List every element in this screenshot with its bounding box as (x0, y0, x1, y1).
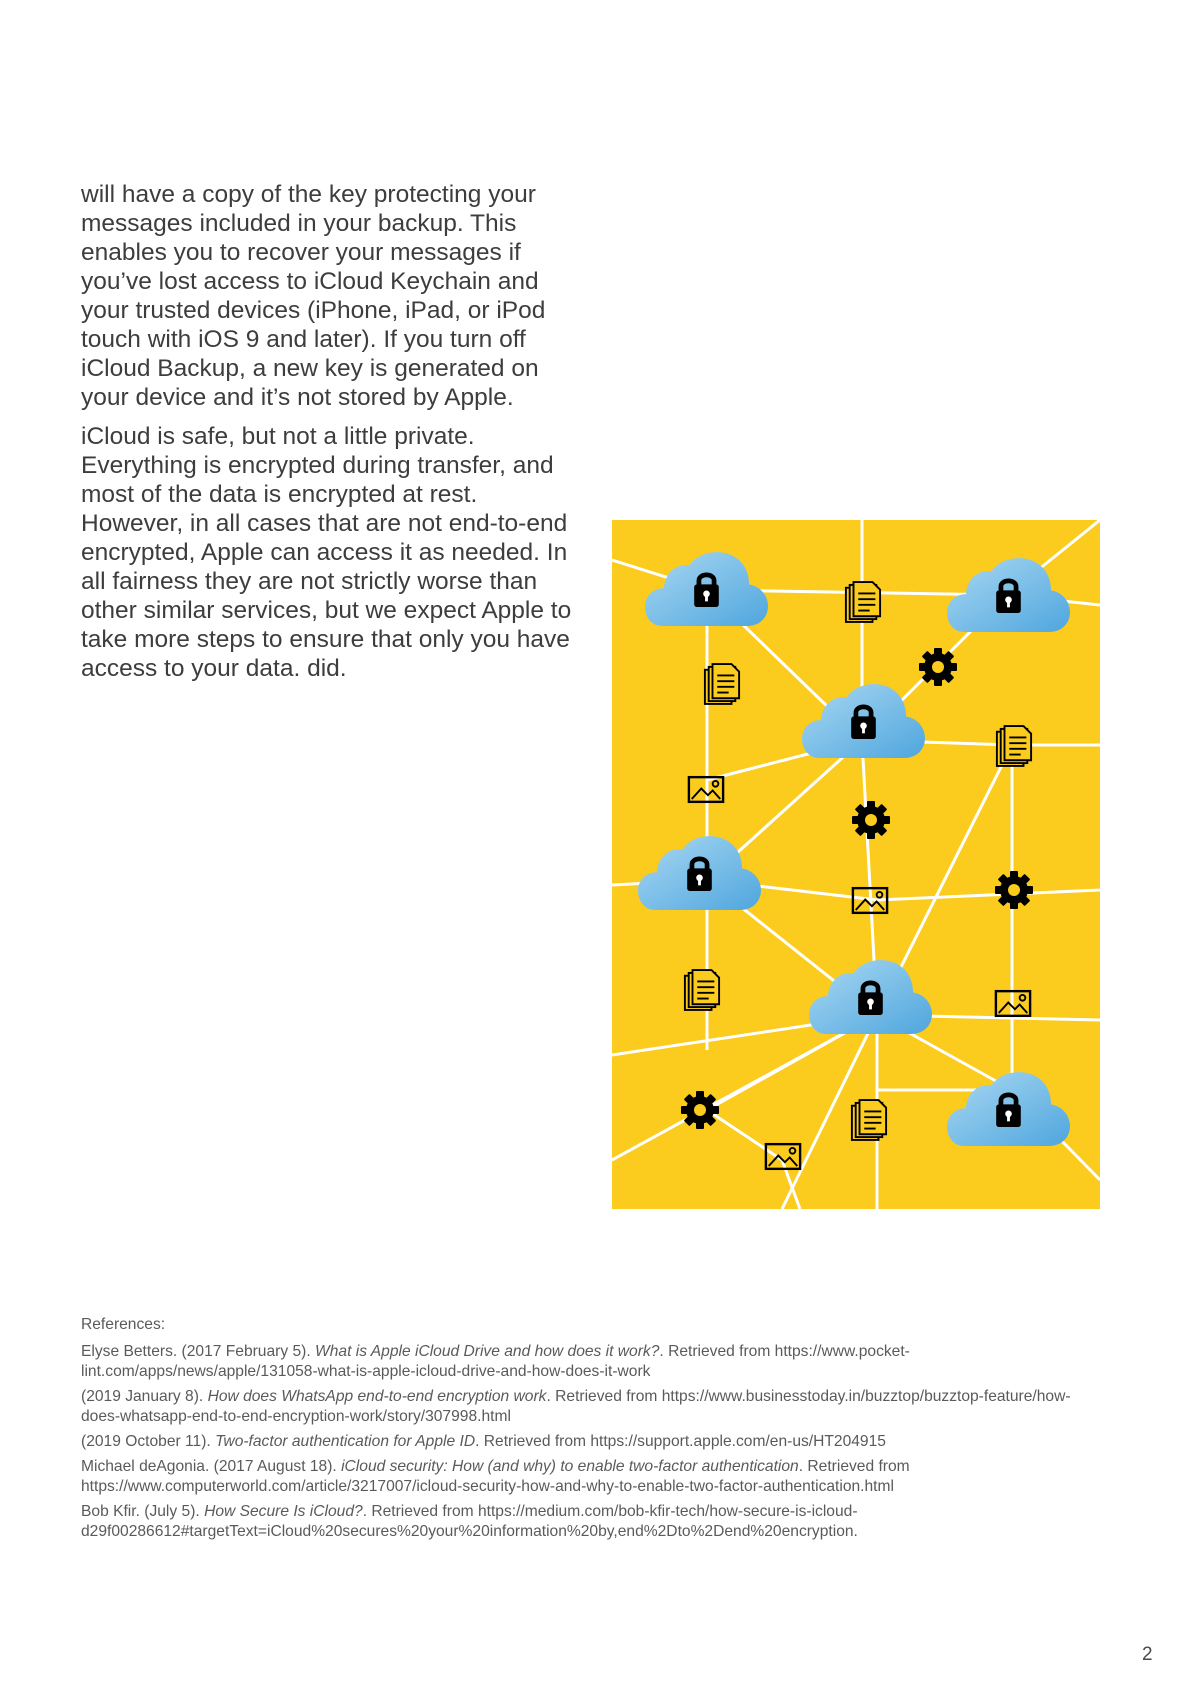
reference-source: . Retrieved from https://medium.com/bob-kfir-tech/how-secure-is-icloud-d29f00286612#targetText=iCloud%20secures%20your%20information%20by,end%2Dto%2Dend%20encryption. (81, 1503, 858, 1540)
gear-icon (995, 871, 1033, 909)
document-stack-icon (685, 970, 719, 1010)
reference-author: Michael deAgonia. (2017 August 18). (81, 1458, 342, 1475)
reference-item (81, 1432, 1101, 1452)
references (81, 1315, 1101, 1547)
reference-title: Two-factor authentication for Apple ID (215, 1433, 476, 1450)
reference-source: . Retrieved from https://www.businesstoday.in/buzztop/buzztop-feature/how-does-whatsapp-end-to-end-encryption-work/story/307998.html (81, 1388, 1071, 1425)
document-stack-icon (852, 1100, 886, 1140)
body-text (81, 180, 581, 693)
reference-author: Bob Kfir. (July 5). (81, 1503, 205, 1520)
paragraph: will have a copy of the key protecting your messages included in your backup. This enables you to recover your messages if you’ve lost access to iCloud Keychain and your trusted devices (iPhone, iPad, or iPod touch with iOS 9 and later). If you turn off iCloud Backup, a new key is generated on your device and it’s not stored by Apple. (81, 181, 546, 411)
reference-source: . Retrieved from https://support.apple.com/en-us/HT204915 (475, 1433, 886, 1450)
reference-author: (2019 January 8). (81, 1388, 208, 1405)
reference-title: How Secure Is iCloud? (204, 1503, 363, 1520)
reference-item (81, 1457, 1101, 1497)
reference-item (81, 1387, 1101, 1427)
reference-source: . Retrieved from https://www.computerworld.com/article/3217007/icloud-security-how-and-why-to-enable-two-factor-authentication.html (81, 1458, 910, 1495)
reference-item (81, 1502, 1101, 1542)
document-stack-icon (846, 582, 880, 622)
reference-author: (2019 October 11). (81, 1433, 216, 1450)
gear-icon (681, 1091, 719, 1129)
reference-title: How does WhatsApp end-to-end encryption work (207, 1388, 547, 1405)
reference-author: Elyse Betters. (2017 February 5). (81, 1343, 316, 1360)
document-stack-icon (997, 726, 1031, 766)
reference-title: iCloud security: How (and why) to enable two-factor authentication (341, 1458, 799, 1475)
references-heading: References: (81, 1316, 166, 1333)
gear-icon (852, 801, 890, 839)
paragraph: iCloud is safe, but not a little private. Everything is encrypted during transfer, and most of the data is encrypted at rest. However, in all cases that are not end-to-end encrypted, Apple can access it as needed. In all fairness they are not strictly worse than other similar services, but we expect Apple to take more steps to ensure that only you have access to your data. did. (81, 423, 572, 682)
page-number: 2 (1142, 1644, 1153, 1665)
reference-title: What is Apple iCloud Drive and how does it work? (315, 1343, 660, 1360)
document-stack-icon (705, 664, 739, 704)
gear-icon (919, 648, 957, 686)
reference-source: . Retrieved from https://www.pocket-lint.com/apps/news/apple/131058-what-is-apple-icloud-drive-and-how-does-it-work (81, 1343, 910, 1380)
reference-item (81, 1342, 1101, 1382)
icloud-network-illustration (612, 520, 1100, 1209)
